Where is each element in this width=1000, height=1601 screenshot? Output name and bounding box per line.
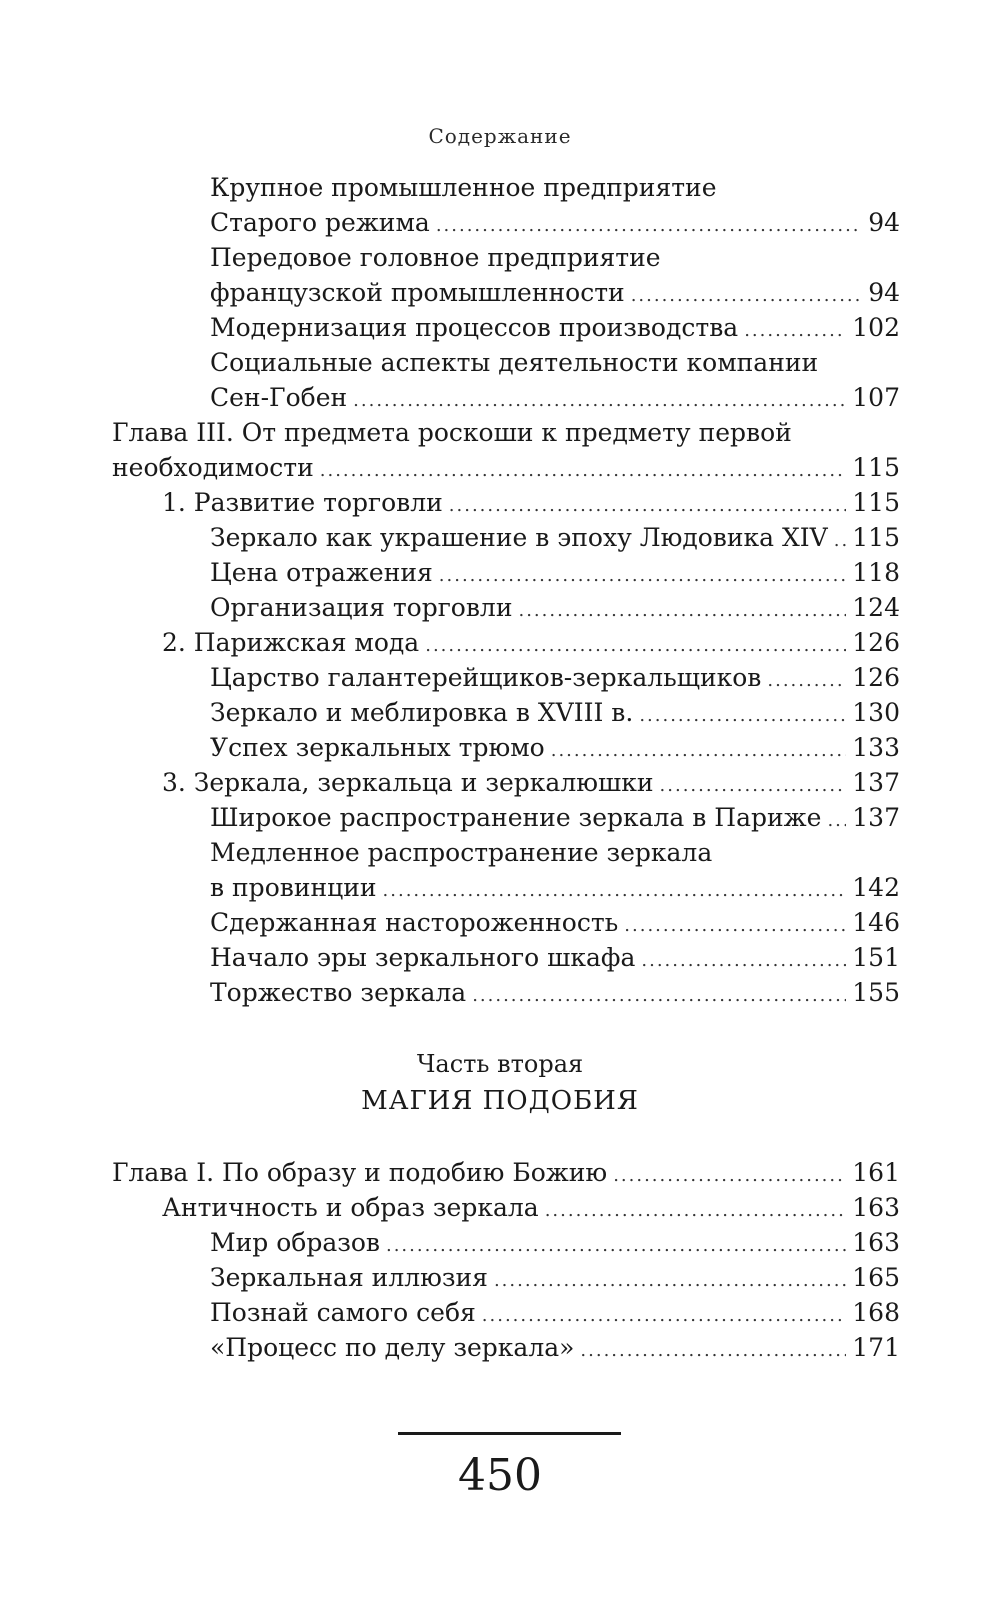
toc-entry [162, 486, 900, 523]
toc-entry-page: 142 [852, 873, 900, 902]
toc-entry [210, 381, 900, 418]
dot-leader [641, 944, 846, 978]
dot-leader [353, 384, 846, 418]
toc-entry [210, 591, 900, 628]
toc-entry-page: 168 [852, 1298, 900, 1327]
toc-entry-page: 133 [852, 733, 900, 762]
toc-entry-title: Социальные аспекты деятельности компании [210, 348, 819, 377]
dot-leader [639, 699, 846, 733]
dot-leader [744, 314, 846, 348]
dot-leader [613, 1159, 846, 1193]
toc-entry [210, 241, 661, 275]
toc-entry-page: 151 [852, 943, 900, 972]
dot-leader [436, 209, 862, 243]
dot-leader [439, 559, 846, 593]
toc-entry-title: необходимости [112, 453, 314, 482]
dot-leader [545, 1194, 847, 1228]
toc-entry-page: 126 [852, 628, 900, 657]
page-number: 450 [458, 1450, 542, 1501]
toc-entry-title: Сен-Гобен [210, 383, 348, 412]
toc-entry-page: 107 [852, 383, 900, 412]
toc-entry-page: 115 [852, 453, 900, 482]
toc-entry [210, 1296, 900, 1333]
toc-entry-title: Успех зеркальных трюмо [210, 733, 545, 762]
toc-entry [210, 906, 900, 943]
running-head: Содержание [428, 124, 572, 148]
toc-entry [162, 1191, 900, 1228]
toc-entry [210, 976, 900, 1013]
toc-entry [210, 661, 900, 698]
toc-entry-title: Мир образов [210, 1228, 380, 1257]
toc-entry-title: Зеркало и меблировка в XVIII в. [210, 698, 634, 727]
toc-entry [162, 766, 900, 803]
toc-entry-page: 126 [852, 663, 900, 692]
dot-leader [425, 629, 846, 663]
part-heading: Часть вторая [416, 1050, 584, 1078]
toc-entry-page: 102 [852, 313, 900, 342]
toc-entry [210, 556, 900, 593]
toc-entry-page: 130 [852, 698, 900, 727]
toc-entry [210, 311, 900, 348]
toc-entry-title: Цена отражения [210, 558, 433, 587]
toc-entry [210, 1226, 900, 1263]
part-title: МАГИЯ ПОДОБИЯ [361, 1086, 639, 1116]
toc-entry [210, 1331, 900, 1368]
toc-entry-title: Зеркальная иллюзия [210, 1263, 488, 1292]
toc-entry-title: Старого режима [210, 208, 430, 237]
toc-entry-title: 1. Развитие торговли [162, 488, 443, 517]
toc-entry [210, 276, 900, 313]
toc-entry-title: Глава III. От предмета роскоши к предмету первой [112, 418, 792, 447]
toc-entry-title: Широкое распространение зеркала в Париже [210, 803, 822, 832]
toc-entry-page: 94 [868, 278, 900, 307]
dot-leader [767, 664, 846, 698]
dot-leader [482, 1299, 846, 1333]
toc-entry-title: Медленное распространение зеркала [210, 838, 713, 867]
toc-entry-title: Торжество зеркала [210, 978, 467, 1007]
toc-entry-page: 118 [852, 558, 900, 587]
toc-entry-title: Начало эры зеркального шкафа [210, 943, 636, 972]
toc-entry-title: Античность и образ зеркала [162, 1193, 539, 1222]
toc-entry [112, 416, 792, 450]
toc-entry [210, 731, 900, 768]
toc-entry [210, 941, 900, 978]
dot-leader [631, 279, 862, 313]
toc-entry-title: в провинции [210, 873, 377, 902]
toc-entry [162, 626, 900, 663]
dot-leader [320, 454, 847, 488]
toc-entry [210, 346, 818, 380]
toc-entry [210, 836, 712, 870]
dot-leader [580, 1334, 846, 1368]
dot-leader [472, 979, 846, 1013]
toc-entry-title: Передовое головное предприятие [210, 243, 661, 272]
toc-entry-title: Глава I. По образу и подобию Божию [112, 1158, 608, 1187]
dot-leader [449, 489, 846, 523]
dot-leader [551, 734, 847, 768]
toc-entry [210, 206, 900, 243]
toc-entry-title: Организация торговли [210, 593, 513, 622]
toc-entry-page: 165 [852, 1263, 900, 1292]
dot-leader [834, 524, 847, 558]
toc-entry-title: Крупное промышленное предприятие [210, 173, 717, 202]
dot-leader [518, 594, 846, 628]
dot-leader [624, 909, 846, 943]
toc-entry-title: Сдержанная настороженность [210, 908, 619, 937]
toc-entry [210, 1261, 900, 1298]
toc-entry-page: 146 [852, 908, 900, 937]
toc-entry-page: 161 [852, 1158, 900, 1187]
toc-entry-page: 171 [852, 1333, 900, 1362]
footer-rule [398, 1432, 621, 1435]
toc-entry-page: 163 [852, 1193, 900, 1222]
toc-entry-page: 155 [852, 978, 900, 1007]
dot-leader [386, 1229, 846, 1263]
dot-leader [383, 874, 847, 908]
dot-leader [494, 1264, 846, 1298]
toc-entry-page: 163 [852, 1228, 900, 1257]
toc-entry-page: 137 [852, 768, 900, 797]
toc-entry [112, 1156, 900, 1193]
dot-leader [660, 769, 847, 803]
toc-entry-page: 115 [852, 523, 900, 552]
toc-entry-page: 115 [852, 488, 900, 517]
toc-entry [210, 521, 900, 558]
toc-entry [210, 696, 900, 733]
toc-entry [210, 871, 900, 908]
toc-entry-title: 2. Парижская мода [162, 628, 420, 657]
toc-entry [210, 801, 900, 838]
toc-entry-title: Царство галантерейщиков-зеркальщиков [210, 663, 762, 692]
toc-entry-title: 3. Зеркала, зеркальца и зеркалюшки [162, 768, 654, 797]
toc-entry-title: «Процесс по делу зеркала» [210, 1333, 575, 1362]
toc-entry-page: 124 [852, 593, 900, 622]
toc-entry-page: 94 [868, 208, 900, 237]
dot-leader [827, 804, 846, 838]
toc-entry [112, 451, 900, 488]
toc-entry-title: Модернизация процессов производства [210, 313, 739, 342]
toc-entry-page: 137 [852, 803, 900, 832]
toc-entry-title: Зеркало как украшение в эпоху Людовика XIV [210, 523, 828, 552]
toc-entry [210, 171, 717, 205]
toc-entry-title: Познай самого себя [210, 1298, 476, 1327]
toc-entry-title: французской промышленности [210, 278, 625, 307]
